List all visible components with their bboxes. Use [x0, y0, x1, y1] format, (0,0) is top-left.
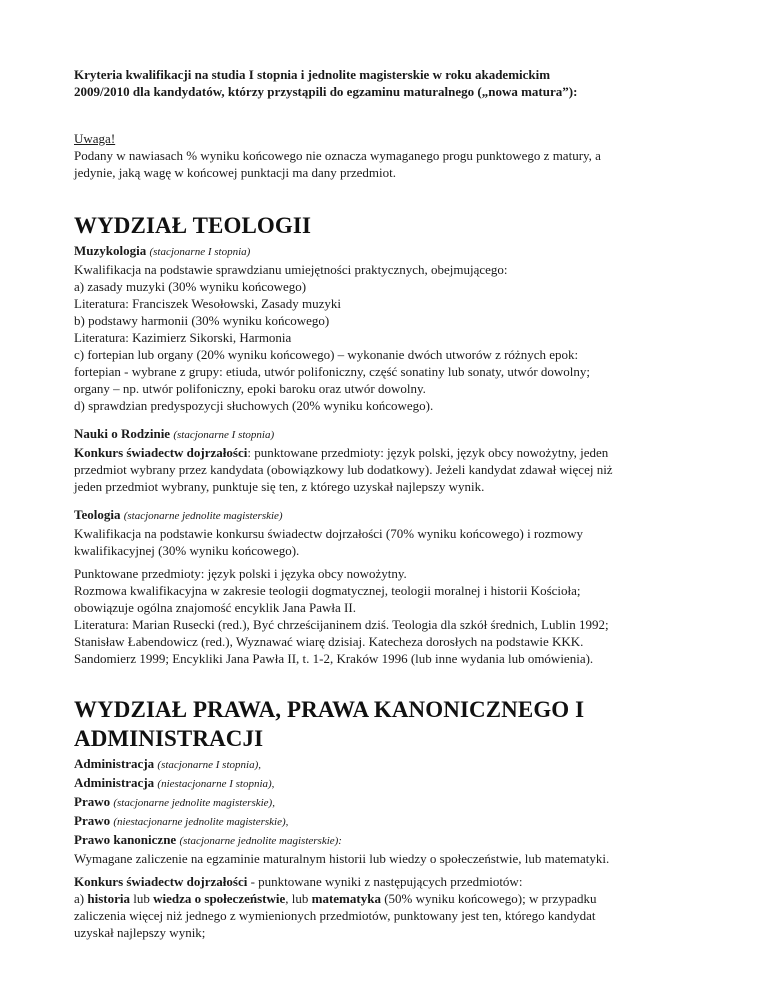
program-mode: (stacjonarne I stopnia): [173, 429, 275, 441]
text-line: organy – np. utwór polifoniczny, epoki baroku oraz utwór dowolny.: [74, 381, 426, 396]
connector: lub: [129, 891, 154, 906]
text-line: przedmiot wybrany przez kandydata (obowiązkowy lub dodatkowy). Jeżeli kandydat zdawał więcej niż: [74, 462, 613, 477]
connector: , lub: [285, 891, 312, 906]
program-name: Administracja: [74, 756, 155, 771]
subject-historia: historia: [87, 891, 130, 906]
program-name: Muzykologia: [74, 243, 147, 258]
text-line: obowiązuje ogólna znajomość encyklik Jana Pawła II.: [74, 600, 356, 615]
program-mode: (stacjonarne jednolite magisterskie): [123, 510, 283, 522]
heading-line-1: WYDZIAŁ PRAWA, PRAWA KANONICZNEGO I: [74, 697, 585, 722]
program-name: Prawo kanoniczne: [74, 832, 177, 847]
program-name: Prawo: [74, 794, 111, 809]
text-line: kwalifikacyjnej (30% wyniku końcowego).: [74, 543, 300, 558]
intro-heading: [74, 66, 714, 100]
konkurs-label: Konkurs świadectw dojrzałości: [74, 445, 248, 460]
program-name: Prawo: [74, 813, 111, 828]
text-line: uzyskał najlepszy wynik;: [74, 925, 206, 940]
konkurs-paragraph: [74, 873, 714, 941]
text-line: Kwalifikacja na podstawie konkursu świadectw dojrzałości (70% wyniku końcowego) i rozmowy: [74, 526, 584, 541]
faculty-heading-prawo: [74, 695, 714, 753]
text-line: jeden przedmiot wybrany, punktuje się ten, z którego uzyskał najlepszy wynik.: [74, 479, 485, 494]
list-marker: a): [74, 891, 88, 906]
program-name: Administracja: [74, 775, 155, 790]
subject-matematyka: matematyka: [311, 891, 381, 906]
document-content: [74, 66, 714, 941]
text-line: (50% wyniku końcowego); w przypadku: [380, 891, 597, 906]
program-mode: (stacjonarne I stopnia),: [157, 759, 261, 771]
text-line: - punktowane wyniki z następujących przedmiotów:: [247, 874, 523, 889]
text-line: Kwalifikacja na podstawie sprawdzianu umiejętności praktycznych, obejmującego:: [74, 262, 508, 277]
intro-line-1: Kryteria kwalifikacji na studia I stopnia i jednolite magisterskie w roku akademickim: [74, 67, 551, 82]
program-name: Nauki o Rodzinie: [74, 426, 171, 441]
program-mode: (niestacjonarne I stopnia),: [157, 778, 275, 790]
intro-line-2: 2009/2010 dla kandydatów, którzy przystąpili do egzaminu maturalnego („nowa matura”):: [74, 84, 578, 99]
uwaga-note: [74, 130, 714, 181]
program-teologia: [74, 506, 714, 667]
program-mode: (niestacjonarne jednolite magisterskie),: [113, 816, 289, 828]
text-line: fortepian - wybrane z grupy: etiuda, utwór polifoniczny, część sonatiny lub sonaty, utwór dowolny;: [74, 364, 591, 379]
text-line: Literatura: Marian Rusecki (red.), Być chrześcijaninem dziś. Teologia dla szkół średnich, Lublin 1992;: [74, 617, 609, 632]
text-line: Rozmowa kwalifikacyjna w zakresie teologii dogmatycznej, teologii moralnej i historii Kościoła;: [74, 583, 581, 598]
uwaga-title: Uwaga!: [74, 131, 116, 146]
text-line: Literatura: Franciszek Wesołowski, Zasady muzyki: [74, 296, 341, 311]
program-muzykologia: [74, 242, 714, 414]
text-line: Sandomierz 1999; Encykliki Jana Pawła II, t. 1-2, Kraków 1996 (lub inne wydania lub omówienia).: [74, 651, 594, 666]
uwaga-line-1: Podany w nawiasach % wyniku końcowego nie oznacza wymaganego progu punktowego z matury, a: [74, 148, 601, 163]
text-line: d) sprawdzian predyspozycji słuchowych (20% wyniku końcowego).: [74, 398, 434, 413]
text-line: a) zasady muzyki (30% wyniku końcowego): [74, 279, 307, 294]
program-mode: (stacjonarne jednolite magisterskie),: [113, 797, 275, 809]
text-line: Punktowane przedmioty: język polski i języka obcy nowożytny.: [74, 566, 407, 581]
heading-line-2: ADMINISTRACJI: [74, 726, 264, 751]
faculty-heading-teologia: WYDZIAŁ TEOLOGII: [74, 213, 311, 238]
subject-wiedza: wiedza o społeczeństwie: [153, 891, 286, 906]
program-name: Teologia: [74, 507, 121, 522]
program-nauki-o-rodzinie: [74, 425, 714, 495]
program-mode: (stacjonarne jednolite magisterskie):: [179, 835, 342, 847]
text-line: b) podstawy harmonii (30% wyniku końcowego): [74, 313, 330, 328]
text-line: Literatura: Kazimierz Sikorski, Harmonia: [74, 330, 292, 345]
program-list-prawo: [74, 755, 714, 941]
text-line: zaliczenia więcej niż jednego z wymienionych przedmiotów, punktowany jest ten, którego kandydat: [74, 908, 596, 923]
konkurs-label: Konkurs świadectw dojrzałości: [74, 874, 248, 889]
text-line: : punktowane przedmioty: język polski, język obcy nowożytny, jeden: [247, 445, 609, 460]
program-mode: (stacjonarne I stopnia): [149, 246, 251, 258]
uwaga-line-2: jedynie, jaką wagę w końcowej punktacji ma dany przedmiot.: [74, 165, 397, 180]
wymagane-line: Wymagane zaliczenie na egzaminie maturalnym historii lub wiedzy o społeczeństwie, lub matematyki.: [74, 851, 610, 866]
text-line: c) fortepian lub organy (20% wyniku końcowego) – wykonanie dwóch utworów z różnych epok:: [74, 347, 579, 362]
text-line: Stanisław Łabendowicz (red.), Wyznawać wiarę dzisiaj. Katecheza dorosłych na podstawie KKK.: [74, 634, 584, 649]
